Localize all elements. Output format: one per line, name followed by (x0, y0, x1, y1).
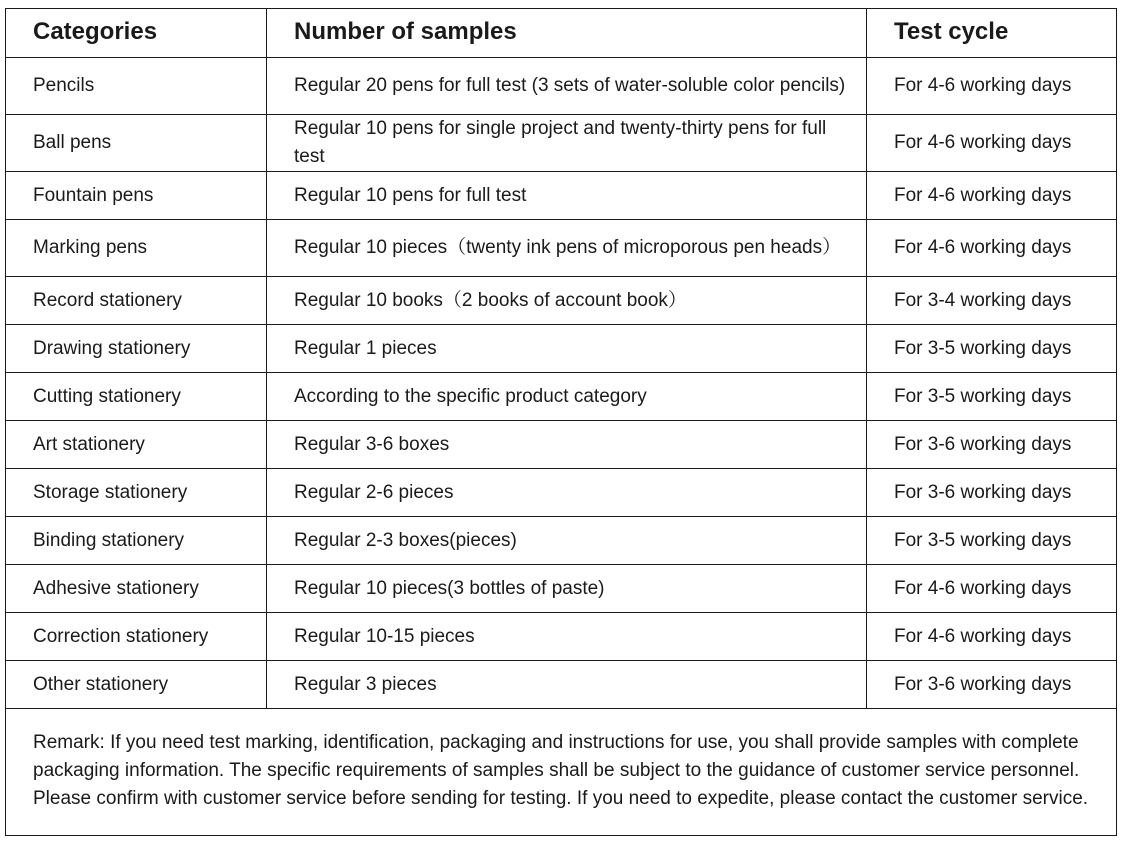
samples-cell: Regular 10 pens for single project and twenty-thirty pens for full test (267, 115, 867, 172)
table-row (6, 172, 1117, 220)
category-cell: Ball pens (6, 115, 267, 172)
samples-cell: Regular 2-3 boxes(pieces) (267, 517, 867, 565)
table-row (6, 517, 1117, 565)
sample-requirements-table (5, 8, 1117, 836)
samples-cell: Regular 20 pens for full test (3 sets of water-soluble color pencils) (267, 58, 867, 115)
table-row (6, 469, 1117, 517)
samples-cell: Regular 2-6 pieces (267, 469, 867, 517)
samples-cell: Regular 10-15 pieces (267, 613, 867, 661)
remark-row (6, 709, 1117, 836)
samples-cell: Regular 10 books（2 books of account book） (267, 277, 867, 325)
table-row (6, 115, 1117, 172)
cycle-cell: For 3-5 working days (867, 325, 1117, 373)
cycle-cell: For 3-4 working days (867, 277, 1117, 325)
table-row (6, 325, 1117, 373)
cycle-cell: For 3-5 working days (867, 517, 1117, 565)
category-cell: Drawing stationery (6, 325, 267, 373)
header-row (6, 9, 1117, 58)
table-row (6, 565, 1117, 613)
cycle-cell: For 4-6 working days (867, 220, 1117, 277)
header-categories: Categories (6, 9, 267, 58)
samples-cell: Regular 1 pieces (267, 325, 867, 373)
cycle-cell: For 3-6 working days (867, 469, 1117, 517)
category-cell: Cutting stationery (6, 373, 267, 421)
remark-text: Remark: If you need test marking, identification, packaging and instructions for use, you shall provide samples with complete packaging information. The specific requirements of samples shall be subject to the guidance of customer service personnel. Please confirm with customer service before sending for testing. If you need to expedite, please contact the customer service. (6, 709, 1117, 836)
table-row (6, 613, 1117, 661)
samples-cell: Regular 10 pieces（twenty ink pens of microporous pen heads） (267, 220, 867, 277)
table-row (6, 661, 1117, 709)
category-cell: Binding stationery (6, 517, 267, 565)
category-cell: Pencils (6, 58, 267, 115)
cycle-cell: For 4-6 working days (867, 58, 1117, 115)
category-cell: Other stationery (6, 661, 267, 709)
samples-cell: According to the specific product category (267, 373, 867, 421)
table-row (6, 373, 1117, 421)
category-cell: Adhesive stationery (6, 565, 267, 613)
cycle-cell: For 4-6 working days (867, 613, 1117, 661)
samples-cell: Regular 3-6 boxes (267, 421, 867, 469)
table-row (6, 58, 1117, 115)
category-cell: Storage stationery (6, 469, 267, 517)
category-cell: Correction stationery (6, 613, 267, 661)
cycle-cell: For 4-6 working days (867, 565, 1117, 613)
cycle-cell: For 3-6 working days (867, 421, 1117, 469)
cycle-cell: For 4-6 working days (867, 115, 1117, 172)
cycle-cell: For 3-5 working days (867, 373, 1117, 421)
sample-requirements-table-container (5, 8, 1116, 836)
category-cell: Fountain pens (6, 172, 267, 220)
samples-cell: Regular 3 pieces (267, 661, 867, 709)
header-test-cycle: Test cycle (867, 9, 1117, 58)
cycle-cell: For 3-6 working days (867, 661, 1117, 709)
category-cell: Record stationery (6, 277, 267, 325)
table-row (6, 421, 1117, 469)
category-cell: Marking pens (6, 220, 267, 277)
header-number-of-samples: Number of samples (267, 9, 867, 58)
samples-cell: Regular 10 pieces(3 bottles of paste) (267, 565, 867, 613)
table-row (6, 220, 1117, 277)
category-cell: Art stationery (6, 421, 267, 469)
samples-cell: Regular 10 pens for full test (267, 172, 867, 220)
cycle-cell: For 4-6 working days (867, 172, 1117, 220)
table-row (6, 277, 1117, 325)
